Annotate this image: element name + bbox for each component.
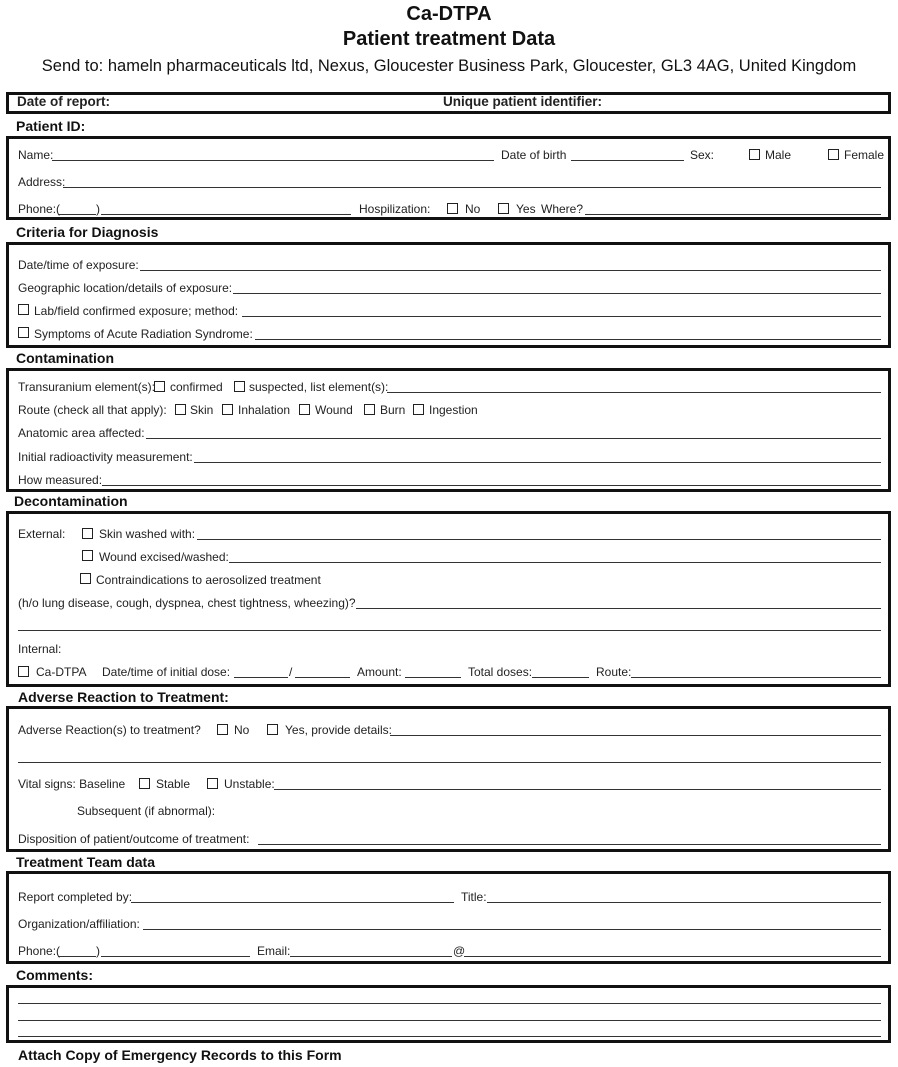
lab-confirmed-checkbox[interactable] (18, 304, 29, 315)
adverse-details-field[interactable] (390, 735, 881, 736)
disposition-label: Disposition of patient/outcome of treatment: (18, 832, 250, 846)
internal-label: Internal: (18, 642, 62, 656)
email-user-field[interactable] (290, 956, 452, 957)
adverse-heading: Adverse Reaction to Treatment: (18, 689, 229, 705)
where-label: Where? (541, 202, 584, 216)
decontamination-heading: Decontamination (14, 493, 128, 509)
phone-label: Phone:( (18, 202, 61, 216)
male-label: Male (765, 148, 792, 162)
total-doses-field[interactable] (532, 677, 589, 678)
route-label: Route (check all that apply): (18, 403, 167, 417)
address-field[interactable] (63, 187, 881, 188)
how-measured-label: How measured: (18, 473, 103, 487)
route-dose-field[interactable] (631, 677, 881, 678)
route-ingestion-label: Ingestion (429, 403, 478, 417)
report-completed-field[interactable] (131, 902, 454, 903)
hospitalization-yes-checkbox[interactable] (498, 203, 509, 214)
route-inhalation-label: Inhalation (238, 403, 291, 417)
suspected-checkbox[interactable] (234, 381, 245, 392)
email-domain-field[interactable] (464, 956, 881, 957)
amount-label: Amount: (357, 665, 402, 679)
dob-field[interactable] (571, 160, 684, 161)
name-label: Name: (18, 148, 54, 162)
anatomic-area-label: Anatomic area affected: (18, 426, 145, 440)
initial-measurement-label: Initial radioactivity measurement: (18, 450, 193, 464)
transuranium-label: Transuranium element(s): (18, 380, 155, 394)
form-subtitle: Patient treatment Data (342, 28, 556, 50)
how-measured-field[interactable] (102, 485, 881, 486)
adverse-no-label: No (234, 723, 250, 737)
contraindications-checkbox[interactable] (80, 573, 91, 584)
organization-field[interactable] (143, 929, 881, 930)
female-label: Female (844, 148, 885, 162)
ars-symptoms-label: Symptoms of Acute Radiation Syndrome: (34, 327, 253, 341)
title-label: Title: (461, 890, 487, 904)
team-heading: Treatment Team data (16, 854, 156, 870)
adverse-details-field-2[interactable] (18, 762, 881, 763)
address-label: Address: (18, 175, 66, 189)
phone-field[interactable] (101, 214, 351, 215)
phone-area-code-field[interactable] (58, 214, 96, 215)
amount-field[interactable] (405, 677, 461, 678)
route-skin-label: Skin (190, 403, 214, 417)
elements-field[interactable] (387, 392, 881, 393)
team-phone-close-paren: ) (96, 944, 100, 958)
suspected-label: suspected, list element(s): (249, 380, 389, 394)
attach-records-note: Attach Copy of Emergency Records to this Form (18, 1047, 342, 1063)
route-wound-checkbox[interactable] (299, 404, 310, 415)
lung-history-field-2[interactable] (18, 630, 881, 631)
sex-label: Sex: (690, 148, 715, 162)
date-of-report-label: Date of report: (17, 94, 111, 109)
geo-location-field[interactable] (233, 293, 881, 294)
report-completed-label: Report completed by: (18, 890, 133, 904)
hospitalization-label: Hospilization: (359, 202, 431, 216)
stable-label: Stable (156, 777, 191, 791)
initial-measurement-field[interactable] (194, 462, 881, 463)
dose-slash: / (289, 665, 293, 679)
ars-symptoms-field[interactable] (255, 339, 881, 340)
contraindications-label: Contraindications to aerosolized treatment (96, 573, 321, 587)
total-doses-label: Total doses: (468, 665, 533, 679)
comments-heading: Comments: (16, 967, 94, 983)
route-burn-label: Burn (380, 403, 406, 417)
vital-signs-label: Vital signs: Baseline (18, 777, 126, 791)
lung-history-label: (h/o lung disease, cough, dyspnea, chest tightness, wheezing)? (18, 596, 356, 610)
adverse-question-label: Adverse Reaction(s) to treatment? (18, 723, 201, 737)
hospitalization-yes-label: Yes (516, 202, 536, 216)
hospitalization-no-checkbox[interactable] (447, 203, 458, 214)
comments-line-2[interactable] (18, 1020, 881, 1021)
comments-line-1[interactable] (18, 1003, 881, 1004)
unique-patient-identifier-label: Unique patient identifier: (443, 94, 603, 109)
lung-history-field[interactable] (356, 608, 881, 609)
comments-box (6, 985, 891, 1043)
skin-washed-checkbox[interactable] (82, 528, 93, 539)
form-title: Ca-DTPA (406, 3, 492, 25)
hospitalization-no-label: No (465, 202, 481, 216)
phone-close-paren: ) (96, 202, 100, 216)
unstable-checkbox[interactable] (207, 778, 218, 789)
cadtpa-label: Ca-DTPA (36, 665, 87, 679)
confirmed-checkbox[interactable] (154, 381, 165, 392)
wound-excised-field[interactable] (229, 562, 881, 563)
team-phone-field[interactable] (101, 956, 250, 957)
route-burn-checkbox[interactable] (364, 404, 375, 415)
name-field[interactable] (52, 160, 494, 161)
email-at-sign: @ (453, 944, 466, 958)
send-to-address: Send to: hameln pharmaceuticals ltd, Nexus, Gloucester Business Park, Gloucester, GL3 4AG, United Kingdom (41, 57, 857, 75)
adverse-no-checkbox[interactable] (217, 724, 228, 735)
comments-line-3[interactable] (18, 1036, 881, 1037)
initial-dose-time-field[interactable] (295, 677, 350, 678)
skin-washed-label: Skin washed with: (99, 527, 196, 541)
exposure-datetime-label: Date/time of exposure: (18, 258, 139, 272)
female-checkbox[interactable] (828, 149, 839, 160)
subsequent-label: Subsequent (if abnormal): (77, 804, 216, 818)
where-field[interactable] (585, 214, 881, 215)
unstable-label: Unstable: (224, 777, 275, 791)
patient-id-heading: Patient ID: (16, 118, 86, 134)
unstable-field[interactable] (274, 789, 881, 790)
wound-excised-checkbox[interactable] (82, 550, 93, 561)
lab-method-field[interactable] (242, 316, 881, 317)
organization-label: Organization/affiliation: (18, 917, 140, 931)
wound-excised-label: Wound excised/washed: (99, 550, 229, 564)
external-label: External: (18, 527, 66, 541)
skin-washed-field[interactable] (197, 539, 881, 540)
team-phone-area-code-field[interactable] (58, 956, 96, 957)
disposition-field[interactable] (258, 844, 881, 845)
email-label: Email: (257, 944, 291, 958)
route-inhalation-checkbox[interactable] (222, 404, 233, 415)
exposure-datetime-field[interactable] (140, 270, 881, 271)
ars-symptoms-checkbox[interactable] (18, 327, 29, 338)
route-wound-label: Wound (315, 403, 353, 417)
adverse-yes-checkbox[interactable] (267, 724, 278, 735)
anatomic-area-field[interactable] (146, 438, 881, 439)
route-ingestion-checkbox[interactable] (413, 404, 424, 415)
team-phone-label: Phone:( (18, 944, 61, 958)
contamination-heading: Contamination (16, 350, 114, 366)
cadtpa-checkbox[interactable] (18, 666, 29, 677)
initial-dose-date-field[interactable] (234, 677, 288, 678)
initial-dose-label: Date/time of initial dose: (102, 665, 231, 679)
route-skin-checkbox[interactable] (175, 404, 186, 415)
male-checkbox[interactable] (749, 149, 760, 160)
route-dose-label: Route: (596, 665, 632, 679)
dob-label: Date of birth (501, 148, 567, 162)
adverse-yes-label: Yes, provide details: (285, 723, 392, 737)
diagnosis-heading: Criteria for Diagnosis (16, 224, 159, 240)
lab-confirmed-label: Lab/field confirmed exposure; method: (34, 304, 239, 318)
stable-checkbox[interactable] (139, 778, 150, 789)
geo-location-label: Geographic location/details of exposure: (18, 281, 233, 295)
confirmed-label: confirmed (170, 380, 223, 394)
title-field[interactable] (487, 902, 881, 903)
